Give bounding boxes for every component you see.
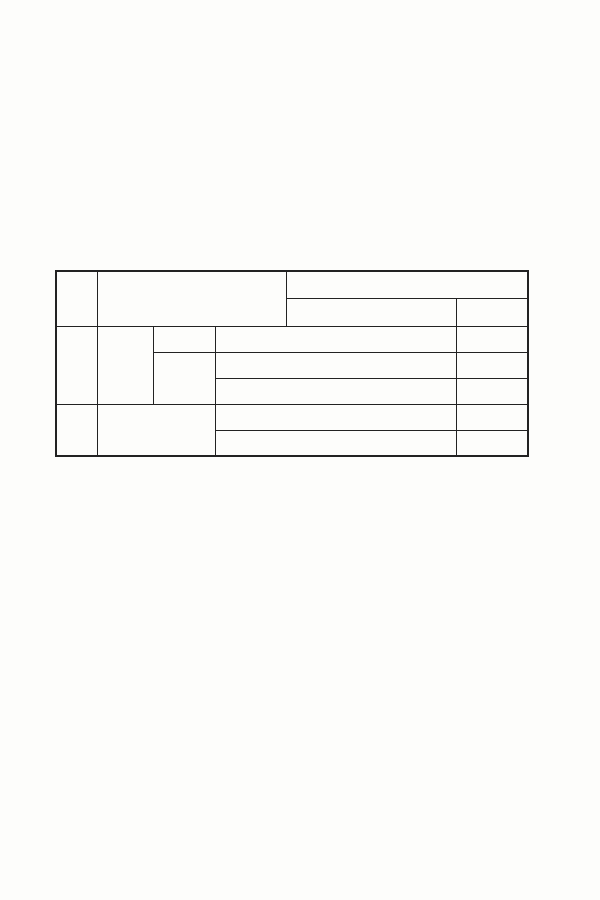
gas-value-2 (456, 352, 528, 378)
gas-pressure-2 (215, 352, 456, 378)
row-5-seq (56, 326, 97, 404)
header-name (97, 271, 287, 326)
gas-value-1 (456, 326, 528, 352)
gas-pressure-3 (215, 378, 456, 404)
poles-label (97, 404, 215, 456)
header-distance (287, 271, 528, 298)
row-11-seq (56, 404, 97, 456)
gas-pipeline-label (97, 326, 153, 404)
gas-pressure-1 (215, 326, 456, 352)
gas-mid-low-pressure (153, 326, 215, 352)
gas-value-3 (456, 378, 528, 404)
poles-value-2 (456, 430, 528, 456)
poles-sub-2 (215, 430, 456, 456)
header-seq (56, 271, 97, 326)
distance-table (55, 270, 529, 457)
header-d-gt-200 (456, 298, 528, 326)
poles-value-1 (456, 404, 528, 430)
gas-sub-high-pressure (153, 352, 215, 404)
poles-sub-1 (215, 404, 456, 430)
header-d-le-200 (287, 298, 456, 326)
